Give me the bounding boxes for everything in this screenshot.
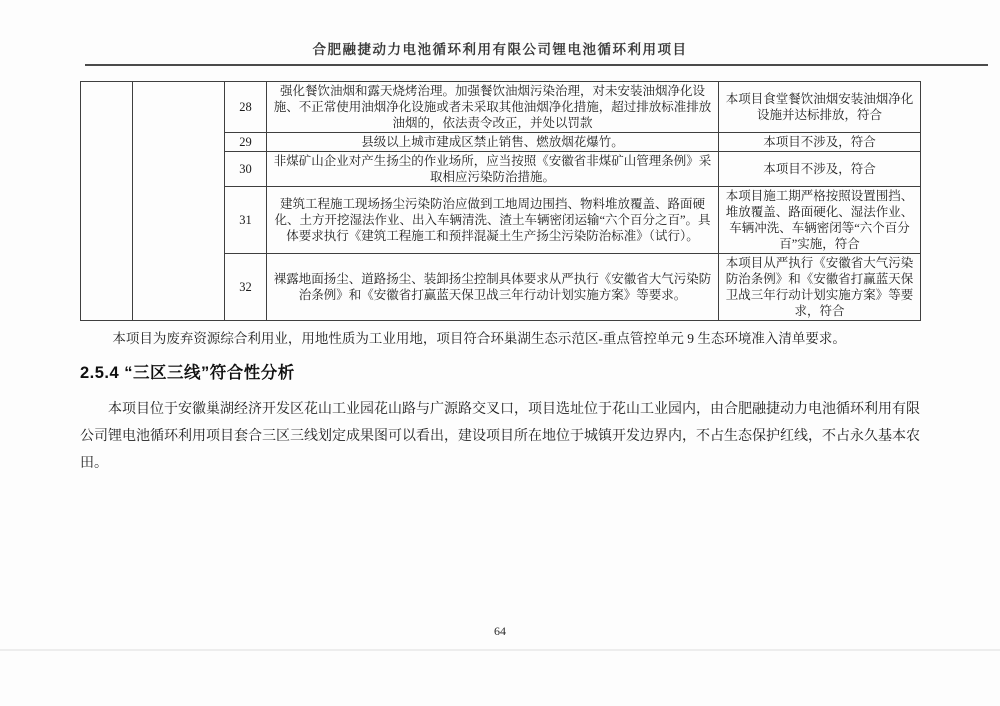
header-rule: [85, 64, 988, 66]
requirement-cell: 建筑工程施工现场扬尘污染防治应做到工地周边围挡、物料堆放覆盖、路面硬化、土方开挖湿法作业、出入车辆清洗、渣土车辆密闭运输“六个百分之百”。具体要求执行《建筑工程施工和预拌混凝土生产扬尘污染防治标准》（试行）。: [267, 187, 719, 254]
row-number: 29: [225, 133, 267, 152]
requirement-cell: 县级以上城市建成区禁止销售、燃放烟花爆竹。: [267, 133, 719, 152]
conclusion-cell: 本项目从严执行《安徽省大气污染防治条例》和《安徽省打赢蓝天保卫战三年行动计划实施方案》等要求，符合: [719, 254, 921, 321]
table-note: 本项目为废弃资源综合利用业，用地性质为工业用地，项目符合环巢湖生态示范区-重点管控单元 9 生态环境准入清单要求。: [112, 331, 846, 346]
row-number: 30: [225, 152, 267, 187]
requirement-cell: 裸露地面扬尘、道路扬尘、装卸扬尘控制具体要求从严执行《安徽省大气污染防治条例》和《安徽省打赢蓝天保卫战三年行动计划实施方案》等要求。: [267, 254, 719, 321]
scan-artifact-line: [0, 649, 1000, 651]
section-heading: 2.5.4 “三区三线”符合性分析: [80, 364, 295, 382]
page-number: 64: [494, 624, 506, 638]
table-row: [81, 82, 921, 133]
category-cell-empty: [81, 82, 133, 321]
compliance-table: [80, 81, 921, 321]
body-paragraph: 本项目位于安徽巢湖经济开发区花山工业园花山路与广源路交叉口，项目选址位于花山工业园内，由合肥融捷动力电池循环利用有限公司锂电池循环利用项目套合三区三线划定成果图可以看出，建设项目所在地位于城镇开发边界内，不占生态保护红线，不占永久基本农田。: [80, 402, 920, 471]
subcategory-cell-empty: [133, 82, 225, 321]
row-number: 28: [225, 82, 267, 133]
conclusion-cell: 本项目不涉及，符合: [719, 133, 921, 152]
requirement-cell: 非煤矿山企业对产生扬尘的作业场所，应当按照《安徽省非煤矿山管理条例》采取相应污染防治措施。: [267, 152, 719, 187]
row-number: 31: [225, 187, 267, 254]
conclusion-cell: 本项目施工期严格按照设置围挡、堆放覆盖、路面硬化、湿法作业、车辆冲洗、车辆密闭等“六个百分百”实施，符合: [719, 187, 921, 254]
conclusion-cell: 本项目不涉及，符合: [719, 152, 921, 187]
document-header-title: 合肥融捷动力电池循环利用有限公司锂电池循环利用项目: [312, 42, 688, 57]
requirement-cell: 强化餐饮油烟和露天烧烤治理。加强餐饮油烟污染治理，对未安装油烟净化设施、不正常使用油烟净化设施或者未采取其他油烟净化措施，超过排放标准排放油烟的，依法责令改正，并处以罚款: [267, 82, 719, 133]
conclusion-cell: 本项目食堂餐饮油烟安装油烟净化设施并达标排放，符合: [719, 82, 921, 133]
page-footer: [0, 622, 1000, 640]
row-number: 32: [225, 254, 267, 321]
